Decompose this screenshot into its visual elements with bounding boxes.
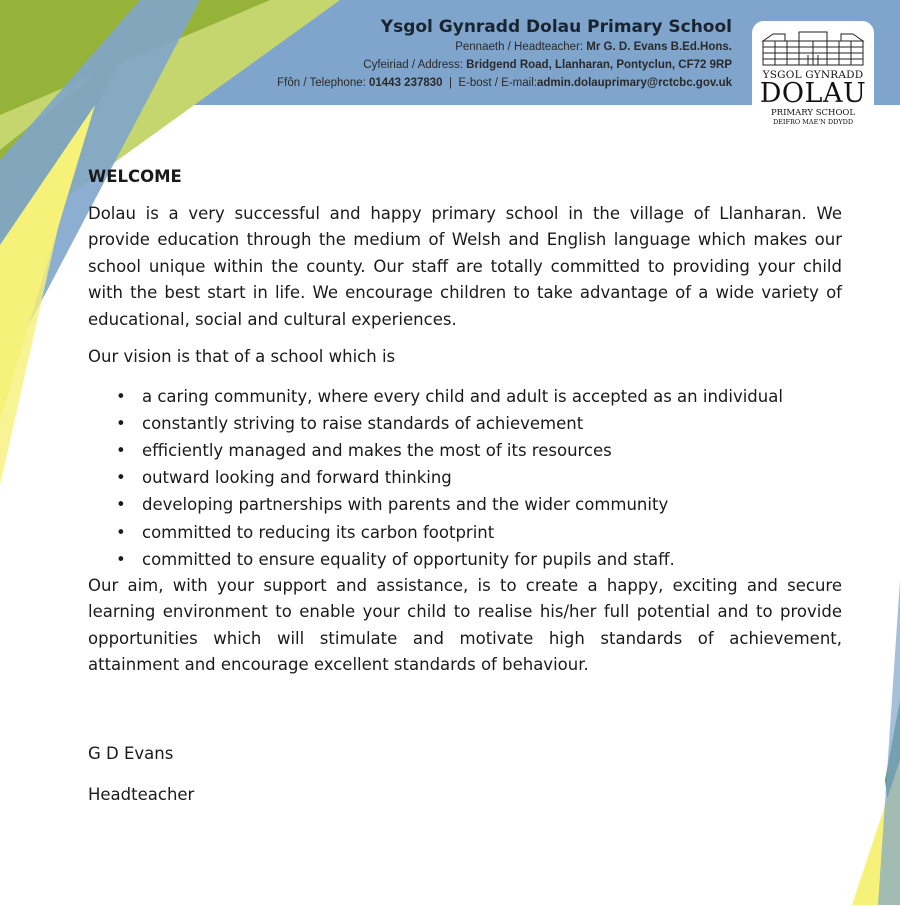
vision-item-text: developing partnerships with parents and the wider community — [142, 495, 669, 515]
school-name: Ysgol Gynradd Dolau Primary School — [380, 17, 732, 37]
logo-text-dolau: DOLAU — [759, 78, 867, 109]
bullet-icon: • — [116, 413, 126, 433]
vision-item-text: a caring community, where every child and adult is accepted as an individual — [142, 386, 783, 406]
bullet-icon: • — [116, 386, 126, 406]
logo-motto: DEIFRO MAE'N DDYDD — [772, 118, 854, 126]
contact-separator: | — [442, 77, 459, 89]
logo-text-english: PRIMARY SCHOOL — [770, 108, 856, 118]
school-logo — [752, 21, 874, 131]
school-building-icon — [761, 31, 865, 67]
headteacher-line — [277, 38, 732, 56]
vision-list — [88, 383, 842, 573]
vision-item — [88, 546, 842, 573]
signature-title: Headteacher — [88, 785, 195, 804]
bullet-icon: • — [116, 440, 126, 460]
vision-intro: Our vision is that of a school which is — [88, 347, 396, 366]
vision-item — [88, 464, 842, 491]
bullet-icon: • — [116, 522, 126, 542]
phone-value: 01443 237830 — [369, 77, 443, 89]
address-line — [277, 56, 732, 74]
contact-line — [277, 74, 732, 92]
bullet-icon: • — [116, 468, 126, 488]
letter-body — [88, 164, 842, 679]
headteacher-value: Mr G. D. Evans B.Ed.Hons. — [586, 41, 732, 53]
email-label: E-bost / E-mail: — [458, 77, 537, 89]
vision-item — [88, 410, 842, 437]
bullet-icon: • — [116, 549, 126, 569]
signature-name: G D Evans — [88, 744, 174, 763]
bullet-icon: • — [116, 495, 126, 515]
vision-item-text: committed to ensure equality of opportunity for pupils and staff. — [142, 549, 675, 569]
vision-item-text: committed to reducing its carbon footprint — [142, 522, 495, 542]
vision-item — [88, 519, 842, 546]
address-value: Bridgend Road, Llanharan, Pontyclun, CF72 9RP — [466, 59, 732, 71]
intro-paragraph: Dolau is a very successful and happy primary school in the village of Llanharan. We provide education through the medium of Welsh and English language which makes our school unique within the county. Our staff are totally committed to providing your child with the best start in life. We encourage children to take advantage of a wide variety of educational, social and cultural experiences. — [88, 203, 842, 329]
vision-item — [88, 383, 842, 410]
letter-heading: WELCOME — [88, 167, 182, 186]
vision-item — [88, 491, 842, 518]
vision-item-text: outward looking and forward thinking — [142, 468, 452, 488]
vision-item-text: efficiently managed and makes the most of its resources — [142, 440, 612, 460]
logo-text-welsh: YSGOL GYNRADD — [762, 69, 864, 81]
address-label: Cyfeiriad / Address: — [363, 59, 467, 71]
vision-item — [88, 437, 842, 464]
phone-label: Ffôn / Telephone: — [277, 77, 369, 89]
headteacher-label: Pennaeth / Headteacher: — [455, 41, 587, 53]
letterhead — [277, 16, 732, 92]
aim-paragraph: Our aim, with your support and assistance, is to create a happy, exciting and secure learning environment to enable your child to realise his/her full potential and to provide opportunities which will stimulate and motivate high standards of achievement, attainment and encourage excellent standards of behaviour. — [88, 575, 842, 675]
vision-item-text: constantly striving to raise standards of achievement — [142, 413, 584, 433]
email-value: admin.dolauprimary@rctcbc.gov.uk — [536, 77, 732, 89]
